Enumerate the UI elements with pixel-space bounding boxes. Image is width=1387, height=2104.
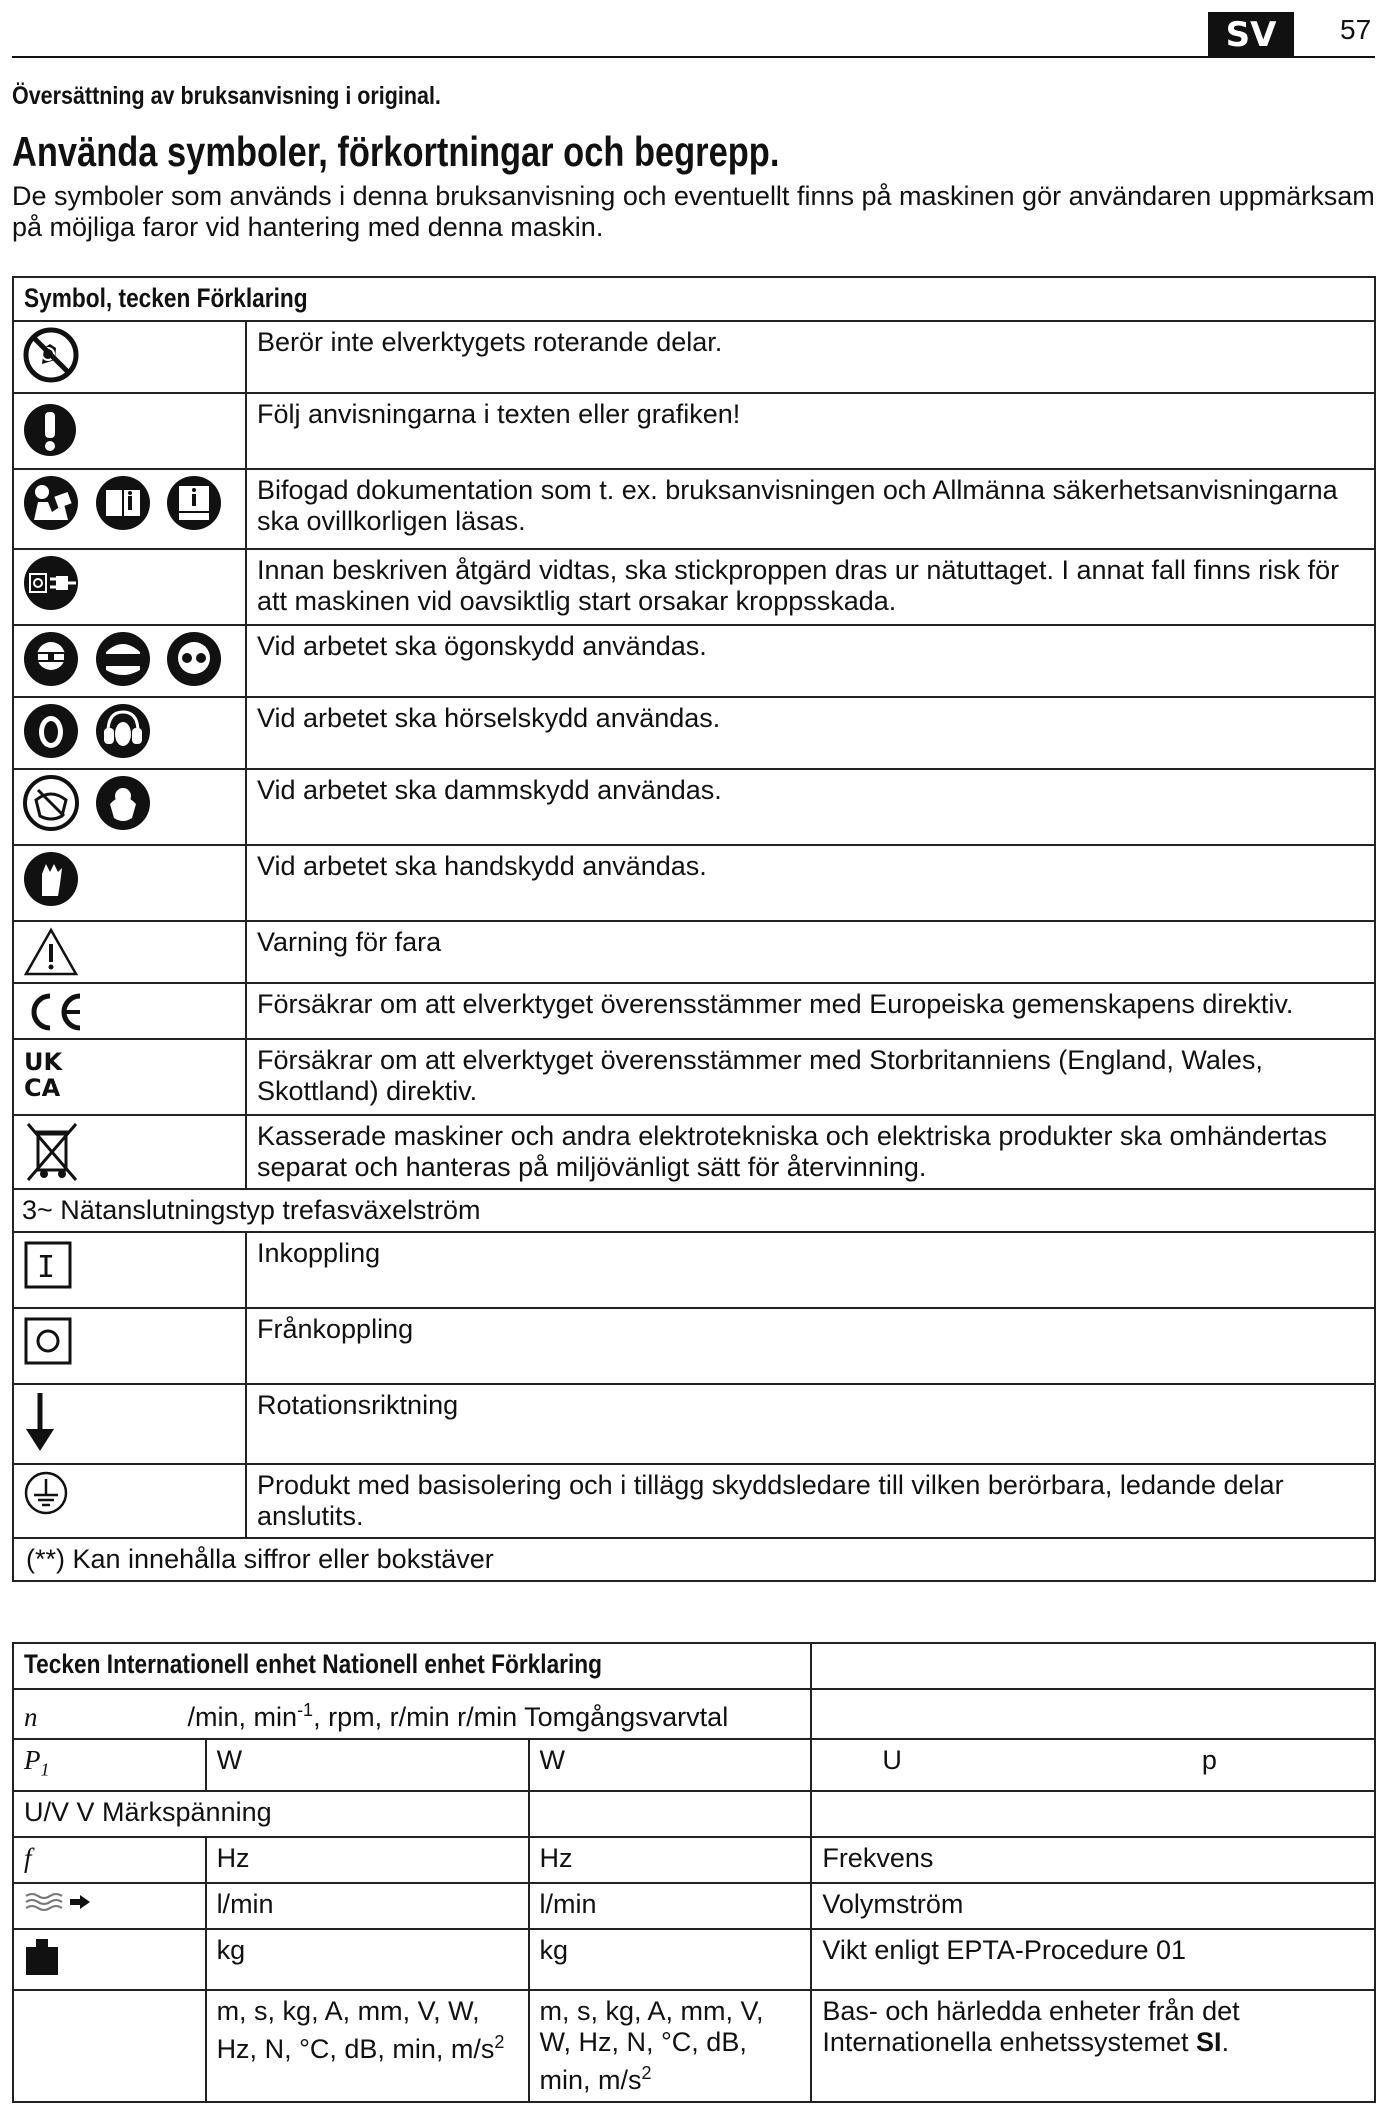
si-units-sup: 2	[494, 2032, 505, 2053]
si-expl-end: .	[1221, 2027, 1230, 2058]
row-p-c4b: p	[1201, 1745, 1217, 1775]
unplug-icon	[22, 554, 80, 612]
table-row	[13, 697, 1375, 769]
row-si-intl	[206, 1990, 529, 2102]
row-text: Vid arbetet ska dammskydd användas.	[246, 769, 1375, 845]
row-flow-nat: l/min	[529, 1883, 812, 1929]
rotation-arrow-icon	[22, 1389, 58, 1455]
table-row	[13, 393, 1375, 469]
units-table	[12, 1642, 1376, 2103]
table-row	[13, 1384, 1375, 1464]
gloves-icon	[22, 850, 80, 908]
row-u-text: U/V V Märkspänning	[13, 1791, 529, 1837]
row-text: Försäkrar om att elverktyget överensstämmer med Storbritanniens (England, Wales, Skottland) direktiv.	[246, 1039, 1375, 1115]
symbol-f: f	[24, 1843, 32, 1874]
row-text: Följ anvisningarna i texten eller grafiken!	[246, 393, 1375, 469]
table-row	[13, 1308, 1375, 1384]
page-number: 57	[1340, 14, 1372, 45]
row-p-intl: W	[206, 1739, 529, 1791]
si-units-sup: 2	[641, 2063, 652, 2084]
table-row	[13, 1990, 1375, 2102]
row-f-nat: Hz	[529, 1837, 812, 1883]
svg-text:I: I	[37, 1250, 56, 1285]
weee-bin-icon	[22, 1120, 82, 1182]
volume-flow-icon	[24, 1889, 94, 1913]
row-n-text2: , rpm, r/min r/min Tomgångsvarvtal	[313, 1702, 729, 1732]
row-text: Frånkoppling	[246, 1308, 1375, 1384]
ce-mark-icon	[22, 988, 88, 1034]
dust-mask-icon	[22, 774, 80, 832]
row-text: Vid arbetet ska hörselskydd användas.	[246, 697, 1375, 769]
manual-book-icon	[165, 474, 223, 532]
row-text: Rotationsriktning	[246, 1384, 1375, 1464]
ear-muffs-icon	[94, 702, 152, 760]
no-touch-rotating-icon	[22, 326, 80, 384]
units-header-label: Tecken Internationell enhet Nationell enhet Förklaring	[24, 1649, 603, 1679]
row-kg-intl: kg	[206, 1929, 529, 1990]
row-text: Innan beskriven åtgärd vidtas, ska stickproppen dras ur nätuttaget. I annat fall finns risk för att maskinen vid oavsiktlig start orsakar kroppsskada.	[246, 549, 1375, 625]
row-text: Vid arbetet ska ögonskydd användas.	[246, 625, 1375, 697]
table-row	[13, 1739, 1375, 1791]
ear-protection-icon	[22, 702, 80, 760]
row-kg-nat: kg	[529, 1929, 812, 1990]
table-row	[13, 845, 1375, 921]
table-row	[13, 321, 1375, 393]
manual-info-icon	[94, 474, 152, 532]
warning-triangle-icon	[22, 926, 80, 978]
respirator-icon	[94, 774, 152, 832]
symbol-n: n	[24, 1702, 38, 1732]
exclamation-icon	[22, 398, 78, 458]
weight-icon	[24, 1935, 60, 1977]
table-row	[13, 625, 1375, 697]
table-row	[13, 769, 1375, 845]
table-row	[13, 1837, 1375, 1883]
safety-glasses-icon	[165, 630, 223, 688]
row-text: Produkt med basisolering och i tillägg skyddsledare till vilken berörbara, ledande delar anslutits.	[246, 1464, 1375, 1538]
table-row	[13, 1232, 1375, 1308]
table-row	[13, 921, 1375, 983]
row-n-text: /min, min	[187, 1702, 298, 1732]
intro-paragraph: De symboler som används i denna bruksanvisning och eventuellt finns på maskinen gör användaren uppmärksam på möjliga faror vid hantering med denna maskin.	[12, 181, 1375, 242]
si-expl-text: Bas- och härledda enheter från det Internationella enhetssystemet	[822, 1996, 1240, 2058]
row-si-expl	[811, 1990, 1375, 2102]
table-row	[13, 1689, 1375, 1739]
row-n-sup: -1	[297, 1700, 314, 1720]
table-row	[13, 1929, 1375, 1990]
header-rule	[12, 56, 1375, 58]
power-on-icon	[22, 1237, 76, 1291]
read-manual-icon	[22, 474, 80, 532]
row-text: Inkoppling	[246, 1232, 1375, 1308]
row-flow-expl: Volymström	[811, 1883, 1375, 1929]
row-si-nat	[529, 1990, 812, 2102]
row-flow-intl: l/min	[206, 1883, 529, 1929]
table-row	[13, 1189, 1375, 1232]
symbols-table-header	[13, 277, 1375, 321]
row-text: Försäkrar om att elverktyget överensstämmer med Europeiska gemenskapens direktiv.	[246, 983, 1375, 1039]
symbols-header-label: Symbol, tecken Förklaring	[24, 283, 308, 313]
table-row	[13, 983, 1375, 1039]
table-row	[13, 1039, 1375, 1115]
span-row-text: 3~ Nätanslutningstyp trefasväxelström	[13, 1189, 1375, 1232]
span-row-text: (**) Kan innehålla siffror eller bokstäver	[13, 1538, 1375, 1581]
row-text: Varning för fara	[246, 921, 1375, 983]
symbol-p: P	[24, 1745, 41, 1775]
subtitle: Översättning av bruksanvisning i original.	[12, 82, 441, 110]
page-title: Använda symboler, förkortningar och begrepp.	[12, 128, 780, 175]
table-row	[13, 549, 1375, 625]
row-text: Kasserade maskiner och andra elektrotekniska och elektriska produkter ska omhändertas separat och hanteras på miljövänligt sätt för återvinning.	[246, 1115, 1375, 1189]
row-kg-expl: Vikt enligt EPTA-Procedure 01	[811, 1929, 1375, 1990]
row-text: Vid arbetet ska handskydd användas.	[246, 845, 1375, 921]
table-row	[13, 1464, 1375, 1538]
units-table-header	[13, 1643, 1375, 1689]
row-text: Bifogad dokumentation som t. ex. bruksanvisningen och Allmänna säkerhetsanvisningarna ska ovillkorligen läsas.	[246, 469, 1375, 549]
row-text: Berör inte elverktygets roterande delar.	[246, 321, 1375, 393]
row-p-nat: W	[529, 1739, 812, 1791]
table-row	[13, 1883, 1375, 1929]
row-f-intl: Hz	[206, 1837, 529, 1883]
language-badge: SV	[1208, 12, 1294, 56]
power-off-icon	[22, 1313, 76, 1367]
goggles-icon	[22, 630, 80, 688]
si-units-text: m, s, kg, A, mm, V, W, Hz, N, °C, dB, min, m/s	[539, 1996, 764, 2096]
row-p-c4a: U	[882, 1745, 902, 1775]
svg-text:CA: CA	[24, 1074, 61, 1102]
si-units-text: m, s, kg, A, mm, V, W, Hz, N, °C, dB, min, m/s	[216, 1996, 495, 2065]
table-row	[13, 1538, 1375, 1581]
si-expl-bold: SI	[1196, 2027, 1222, 2058]
table-row	[13, 469, 1375, 549]
symbols-table	[12, 276, 1376, 1582]
table-row	[13, 1791, 1375, 1837]
protective-earth-icon	[22, 1469, 70, 1517]
table-row	[13, 1115, 1375, 1189]
face-shield-icon	[94, 630, 152, 688]
svg-text:UK: UK	[24, 1048, 63, 1076]
row-f-expl: Frekvens	[811, 1837, 1375, 1883]
symbol-p-sub: 1	[40, 1759, 50, 1780]
ukca-mark-icon	[22, 1044, 72, 1102]
